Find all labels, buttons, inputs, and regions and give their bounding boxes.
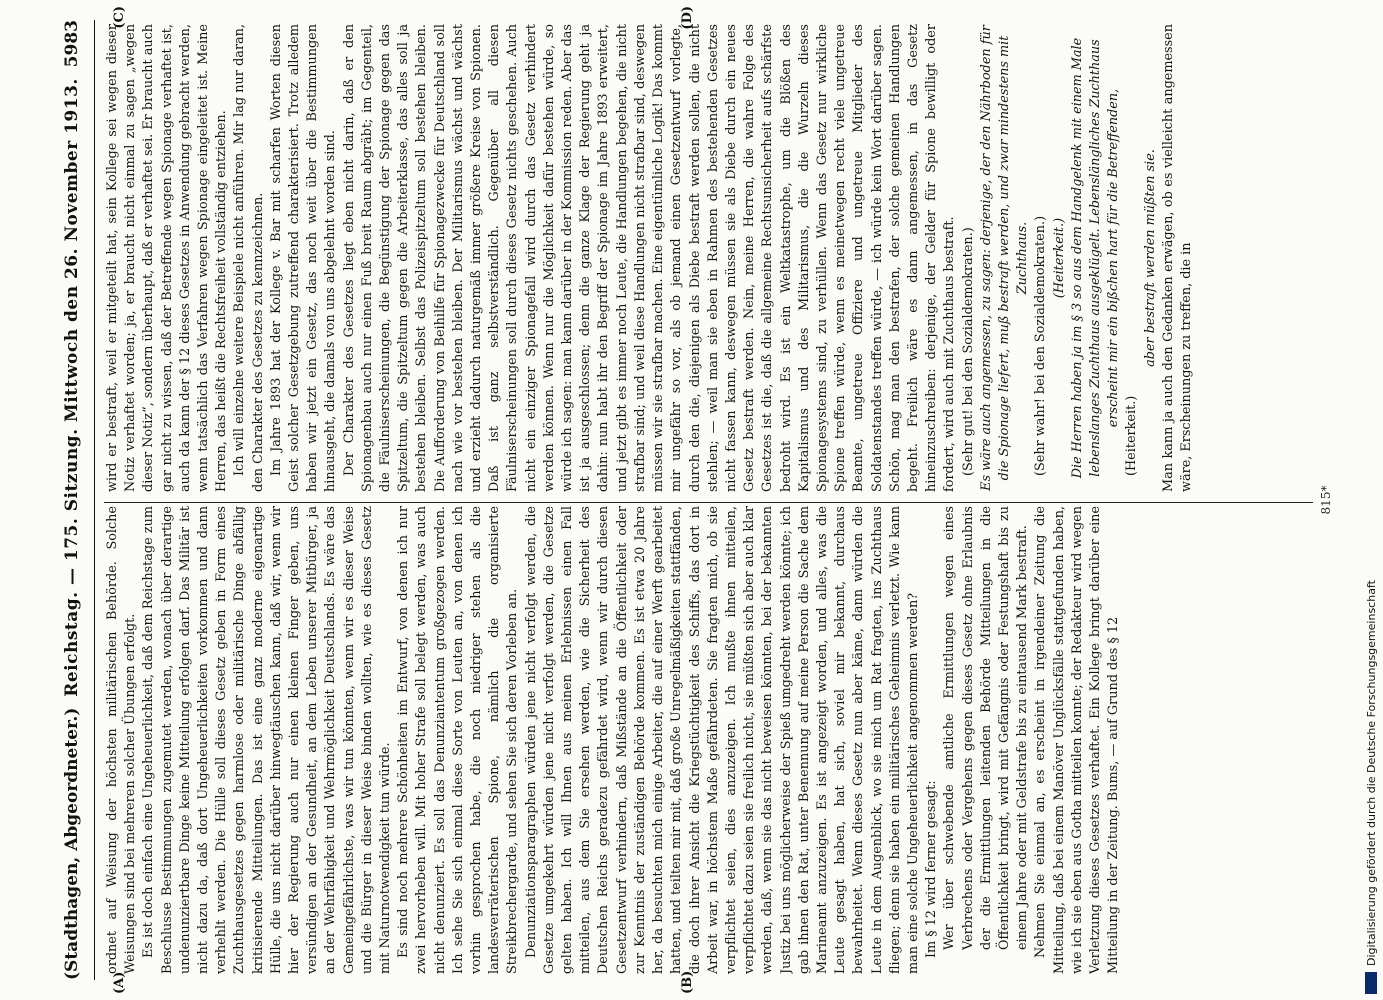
paragraph: Man kann ja auch den Gedanken erwägen, ob es vielleicht angemessen wäre, Erscheinungen zu treffen, die in <box>1160 24 1194 492</box>
paragraph: (Sehr wahr! bei den Sozialdemokraten.) <box>1033 215 1049 476</box>
paragraph: Der Charakter des Gesetzes liegt eben nicht darin, daß er den Spionagenbau auch nur einen Fuß breit Raum abgräbt; im Gegenteil, die Fäulniserscheinungen, die Begünstigung der Spionage gegen das Spitzeltum, die Spitzeltum gegen die Arbeiterklasse, das alles soll ja bestehen bleiben. Selbst das Polizeispitzeltum soll bestehen bleiben. Die Aufforderung von Beihilfe für Spionagezwecke für Deutschland soll nach wie vor bestehen bleiben. Der Militarismus wächst und wächst und erzieht dadurch naturgemäß immer größere Kreise von Spionen. Daß ist ganz selbstverständlich. Gegenüber all diesen Fäulniserscheinungen soll durch dieses Gesetz nichts geschehen. Auch nicht ein einziger Spionagefall wird durch das Gesetz verhindert werden können. Wenn nur die Möglichkeit dafür bestehen würde, so würde ich sagen: man kann darüber in der Kommission reden. Aber das ist ja ausgeschlossen; denn die ganze Klage der Regierung geht ja dahin: nun habt ihr den Begriff der Spionage im Jahre 1893 erweitert, und jetzt gibt es immer noch Leute, die Handlungen begehen, die nicht strafbar sind; und weil diese Handlungen nicht strafbar sind, deswegen müssen wir sie strafbar machen. Eine eigentümliche Logik! Das kommt mir ungefähr so vor, als ob jemand einen Gesetzentwurf vorlegte, durch den die, diejenigen als Diebe bestraft werden sollen, die nicht stehlen; — weil man sie eben in Rahmen des bestehenden Gesetzes nicht fassen kann, deswegen müssen sie als Diebe durch ein neues Gesetz bestraft werden. Nein, meine Herren, die wahre Folge des Gesetzes ist die, daß die allgemeine Rechtsunsicherheit aufs schärfste bedroht wird. Es ist ein Weltkatastrophe, um die Blößen des Kapitalismus und des Militarismus, die die Wurzeln dieses Spionagesystems sind, zu verhüllen. Wenn das Gesetz nur wirkliche Spione treffen würde, wenn es meinetwegen recht viele ungetreue Beamte, ungetreue Offiziere und ungetreue Mitglieder des Soldatenstandes treffen würde, — ich würde kein Wort darüber sagen. Schön, mag man den bestrafen, der solche gemeinen Handlungen begeht. Freilich wäre es dann angemessen, in das Gesetz hineinzuschreiben: derjenige, der Gelder für Spione bewilligt oder fordert, wird auch mit Zuchthaus bestraft. <box>341 24 958 492</box>
interjection: aber bestraft werden müßten sie. <box>1142 149 1158 367</box>
margin-marker-b: (B) <box>680 970 695 994</box>
paragraph: Es sind noch mehrere Schönheiten im Entwurf, von denen ich nur zwei hervorheben will. Mit hoher Strafe soll belegt werden, was auch nicht denunziert. Es soll das Denunziantentum großgezogen werden. Ich sehe Sie sich einmal diese Sorte von Leuten an, von denen ich vorhin gesprochen habe, die noch niedriger stehen als die landesverräterischen Spione, nämlich die organisierte Streikbrechergarde, und sehen Sie sich deren Vorleben an. <box>396 506 521 974</box>
paragraph: Es ist doch einfach eine Ungeheuerlichkeit, daß dem Reichstage zum Beschlusse Bestimmungen zugemutet werden, wonach über derartige undenunziertbare Dinge keine Mitteilung erfolgen darf. Das Militär ist nicht dazu da, daß dort Ungeheuerlichkeiten vorkommen und dann verhehlt werden. Die Hülle soll dieses Gesetz geben in Form eines Zuchthausgesetzes gegen harmlose oder militärische Dinge abfällig kritisierende Mitteilungen. Das ist eine ganz moderne eigenartige Hülle, die uns nicht darüber hinwegtäuschen kann, daß wir, wenn wir hier der Regierung auch nur einen kleinen Finger geben, uns versündigen an der Gesundheit, an dem Leben unserer Mitbürger, ja an der Wehrfähigkeit und Wehrmöglichkeit Deutschlands. Es wäre das Gemeingefährlichste, was wir tun könnten, wenn wir es dieser Weise und die Bürger in dieser Weise binden wollten, wie es dieses Gesetz mit Naturnotwendigkeit tun würde. <box>141 506 394 974</box>
page-header <box>62 20 95 980</box>
dfg-logo <box>1365 972 1377 994</box>
paragraph: Nehmen Sie einmal an, es erscheint in irgendeiner Zeitung die Mitteilung, daß bei einem Manöver Unglücksfälle stattgefunden haben, wie ich sie eben aus Gotha mitteilen konnte; der Redakteur wird wegen Verletzung dieses Gesetzes verhaftet. Ein Kollege bringt darüber eine Mitteilung in der Zeitung. Bums, — auf Grund des § 12 <box>1033 506 1122 974</box>
margin-marker-a: (A) <box>112 971 127 994</box>
paragraph: (Sehr gut! bei den Sozialdemokraten.) <box>960 227 976 476</box>
interjection: Es wäre auch angemessen, zu sagen: derjenige, der den Nährboden für die Spionage liefert, muß bestraft werden, und zwar mindestens mit Zuchthaus. <box>978 25 1031 491</box>
paragraph: wird er bestraft, weil er mitgeteilt hat, sein Kollege sei wegen dieser Notiz verhaftet worden; ja, er braucht nicht einmal zu sagen „wegen dieser Notiz“, sondern überhaupt, daß er verhaftet sei. Er braucht auch gar nicht zu wissen, daß der Betreffende wegen Spionage verhaftet ist, auch da kann der § 12 dieses Gesetzes in Anwendung gebracht werden, wenn tatsächlich das Verfahren wegen Spionage eingeleitet ist. Meine Herren, das heißt die Rechtsfreiheit vollständig entziehen. <box>105 24 230 492</box>
sheet-number: 815* <box>1319 485 1333 515</box>
column-divider <box>104 502 1313 503</box>
left-column <box>104 506 1313 974</box>
paragraph: Denunziationsparagraphen würden jene nicht verfolgt werden, die Gesetze umgekehrt würden jene nicht verfolgt werden, die Gesetze gelten haben. Ich will Ihnen aus meinen Erlebnissen einen Fall mitteilen, aus dem Sie ersehen werden, wie die Sicherheit des Deutschen Reichs geradezu gefährdet wird, wenn wir durch diesen Gesetzentwurf verhindern, daß Mißstände an die Öffentlichkeit oder zur Kenntnis der zuständigen Behörde kommen. Es ist etwa 20 Jahre her, da besuchten mich einige Arbeiter, die auf einer Werft gearbeitet hatten, und teilten mir mit, daß große Unregelmäßigkeiten stattfänden, die doch ihrer Ansicht die Kriegstüchtigkeit des Schiffs, das dort in Arbeit war, in höchstem Maße gefährdeten. Sie fragten mich, ob sie verpflichtet seien, dies anzuzeigen. Ich mußte ihnen mitteilen, verpflichtet dazu seien sie freilich nicht, sie müßten sich aber auch klar werden, daß, wenn sie das nicht beweisen könnten, bei der bekannten Justiz bei uns möglicherweise der Spieß umgedreht werden könnte; ich gab ihnen den Rat, unter Benennung auf meine Person die Sache dem Marineamt anzuzeigen. Es ist angezeigt worden, und alles, was die Leute gesagt haben, hat sich, soviel mir bekannt, durchaus bewahrheitet. Wenn dieses Gesetz nun aber käme, dann würden die Leute in dem Augenblick, wo sie mich um Rat fragten, ins Zuchthaus fliegen; denn sie haben ein militärisches Geheimnis verletzt. Wie kann man eine solche Ungeheuerlichkeit angenommen werden? <box>523 506 921 974</box>
quoted-law-text: Wer über schwebende amtliche Ermittlungen wegen eines Verbrechens oder Vergehens gegen dieses Gesetz ohne Erlaubnis der die Ermittlungen leitenden Behörde Mitteilungen in die Öffentlichkeit bringt, wird mit Gefängnis oder Festungshaft bis zu einem Jahre oder mit Geldstrafe bis zu eintausend Mark bestraft. <box>942 506 1031 950</box>
right-column <box>104 24 1313 492</box>
digitization-text: Digitalisierung gefördert durch die Deutsche Forschungsgemeinschaft <box>1364 580 1378 966</box>
interjection: Die Herren haben ja im § 3 so aus dem Handgelenk mit einem Male lebenslanges Zuchthaus ausgeklügelt. Lebenslängliches Zuchthaus erscheint mir ein bißchen hart für die Betreffenden, <box>1069 37 1122 479</box>
paragraph: (Heiterkeit.) <box>1124 395 1140 476</box>
paragraph: ordnet auf Weisung der höchsten militärischen Behörde. Solche Weisungen sind bei mehreren solcher Übungen erfolgt. <box>105 506 139 974</box>
header-left: (Stadthagen, Abgeordneter.) <box>62 707 82 980</box>
paragraph: Im § 12 wird ferner gesagt: <box>924 780 940 958</box>
paragraph: Ich will einzelne weitere Beispiele nicht anführen. Mir lag nur daran, den Charakter des Gesetzes zu kennzeichnen. <box>232 24 266 492</box>
paragraph: Im Jahre 1893 hat der Kollege v. Bar mit scharfen Worten diesen Geist solcher Gesetzgebung zutreffend charakterisiert. Trotz alledem haben wir jetzt ein Gesetz, das noch weit über die Bestimmungen hinausgeht, die damals von uns abgelehnt worden sind. <box>268 24 339 492</box>
digitization-note <box>1363 0 1379 1000</box>
header-title: Reichstag. — 175. Sitzung. Mittwoch den 26. November 1913. <box>62 78 82 697</box>
header-page-number: 5983 <box>62 20 82 68</box>
margin-marker-c: (C) <box>112 6 127 29</box>
interjection: (Heiterkeit.) <box>1051 217 1067 299</box>
margin-marker-d: (D) <box>680 6 695 30</box>
